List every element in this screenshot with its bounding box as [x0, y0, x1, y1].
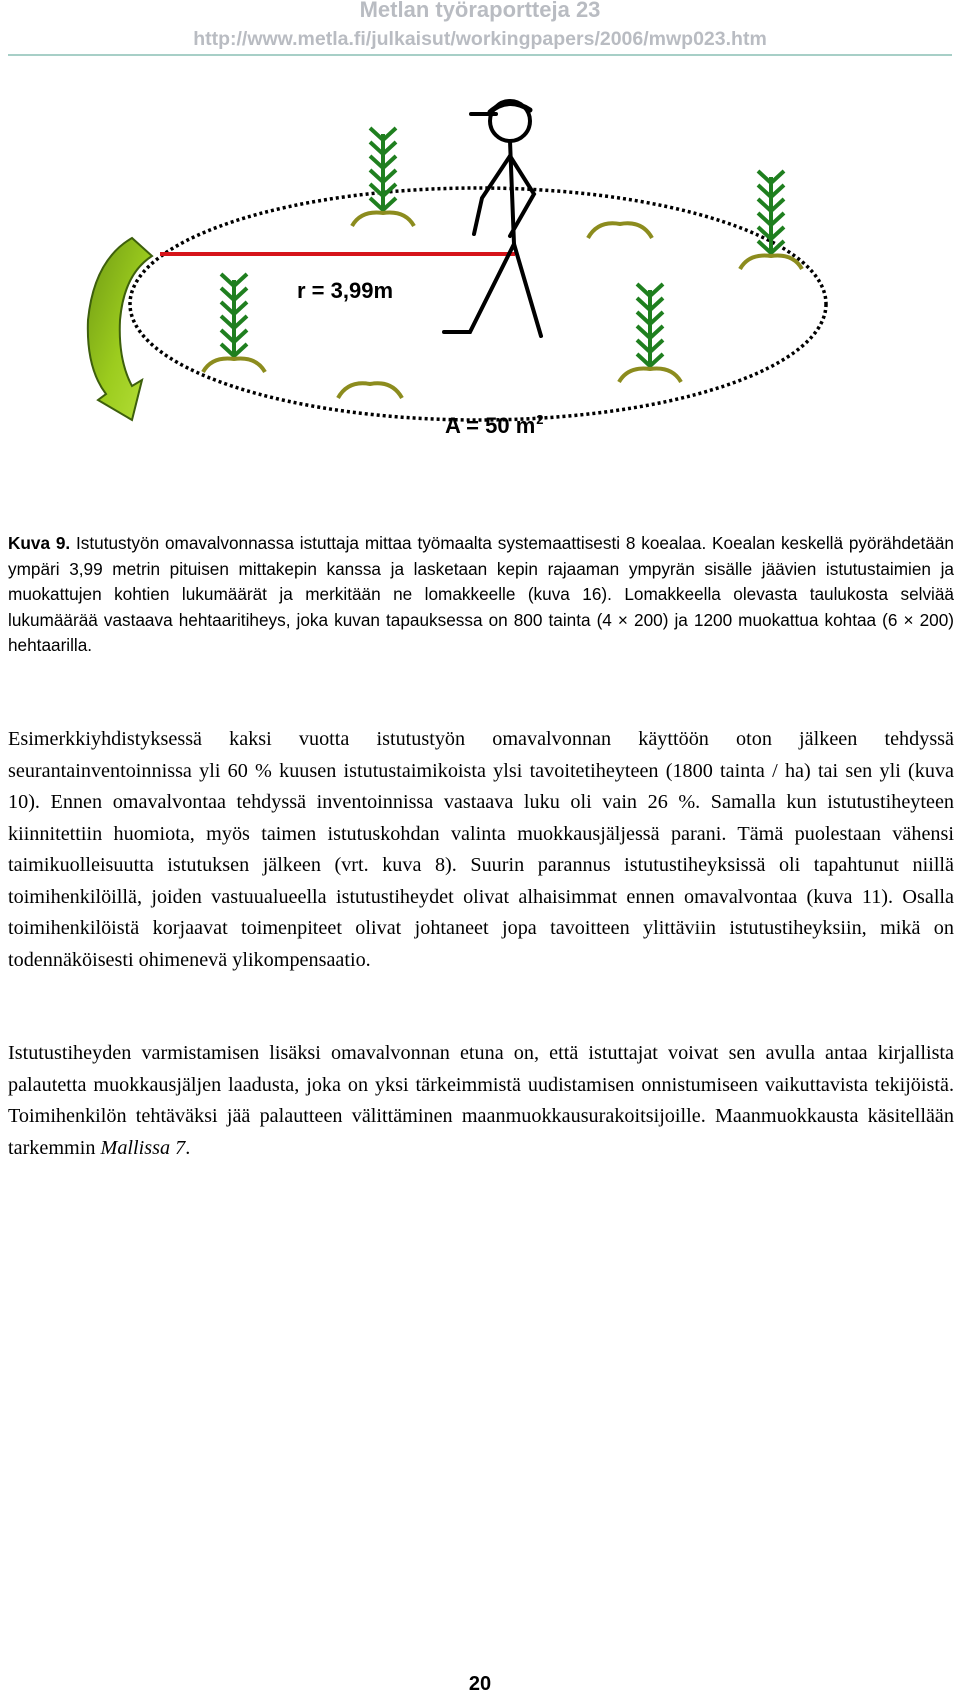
running-header-url: http://www.metla.fi/julkaisut/workingpapers/2006/mwp023.htm [193, 28, 767, 50]
paragraph-2-end: . [185, 1136, 191, 1159]
figure-caption [8, 531, 954, 659]
running-header-title: Metlan työraportteja 23 [359, 0, 601, 22]
times-symbol: × [617, 609, 628, 630]
body-paragraph-1: Esimerkkiyhdistyksessä kaksi vuotta istutustyön omavalvonnan käyttöön oton jälkeen tehdyssä seurantainventoinnissa yli 60 % kuusen istutustaimikoista ylsi tavoitetiheyteen (1800 tainta / ha) tai sen yli (kuva 10). Ennen omavalvontaa tehdyssä inventoinnissa vastaava luku oli vain 26 %. Samalla kun istutustiheyteen kiinnitettiin huomiota, myös taimen istutuskohdan valinta muokkausjäljessä parani. Tämä puolestaan vähensi taimikuolleisuutta istutuksen jälkeen (vrt. kuva 8). Suurin parannus istutustiheyksissä oli tapahtunut niillä toimihenkilöillä, joiden vastuualueella istutustiheydet olivat alhaisimmat ennen omavalvontaa (kuva 11). Osalla toimihenkilöistä korjaavat toimenpiteet olivat johtaneet jopa tavoitteen ylittäviin istutustiheyksiin, mikä on todennäköisesti ohimenevä ylikompensaatio. [8, 728, 954, 971]
caption-text-3: 200) hehtaarilla. [8, 609, 954, 656]
radius-label: r = 3,99m [297, 278, 394, 303]
caption-text-2: 200) ja 1200 muokattua kohtaa (6 [627, 609, 904, 630]
paragraph-2-text: Istutustiheyden varmistamisen lisäksi omavalvonnan etuna on, että istuttajat voivat sen avulla antaa kirjallista palautetta muokkausjäljen laadusta, joka on yksi tärkeimmistä uudistamisen onnistumiseen vaikuttavista tekijöistä. Toimihenkilön tehtäväksi jää palautteen välittäminen maanmuokkausurakoitsijoille. Maanmuokkausta käsitellään tarkemmin [8, 1042, 954, 1159]
prepared-spot-icon [338, 383, 402, 398]
prepared-spot-icon [588, 223, 652, 238]
rotation-arrow-icon [88, 238, 152, 420]
paragraph-2-reference: Mallissa 7 [100, 1136, 186, 1159]
seedling-icon [352, 128, 414, 226]
figure-sample-plot [0, 90, 960, 490]
area-label [445, 412, 544, 439]
planter-figure-icon [444, 101, 541, 336]
times-symbol: × [903, 609, 914, 630]
seedling-icon [740, 171, 802, 269]
caption-label: Kuva 9. [8, 533, 71, 553]
seedling-icon [619, 284, 681, 382]
page-number: 20 [468, 1673, 492, 1695]
header-divider [8, 54, 952, 56]
area-exponent: 2 [536, 412, 544, 427]
area-label-text: A = 50 m [445, 413, 536, 438]
seedling-icon [203, 274, 265, 372]
body-paragraph-2 [8, 1038, 954, 1164]
caption-text-1: Istutustyön omavalvonnassa istuttaja mittaa työmaalta systemaattisesti 8 koealaa. Koealan keskellä pyörähdetään ympäri 3,99 metrin pituisen mittakepin kanssa ja lasketaan kepin rajaaman ympyrän sisälle jäävien istutustaimien ja muokattujen kohtien lukumäärät ja merkitään ne lomakkeelle (kuva 16). Lomakkeella olevasta taulukosta selviää lukumäärää vastaava hehtaaritiheys, joka kuvan tapauksessa on 800 tainta (4 [8, 533, 954, 630]
